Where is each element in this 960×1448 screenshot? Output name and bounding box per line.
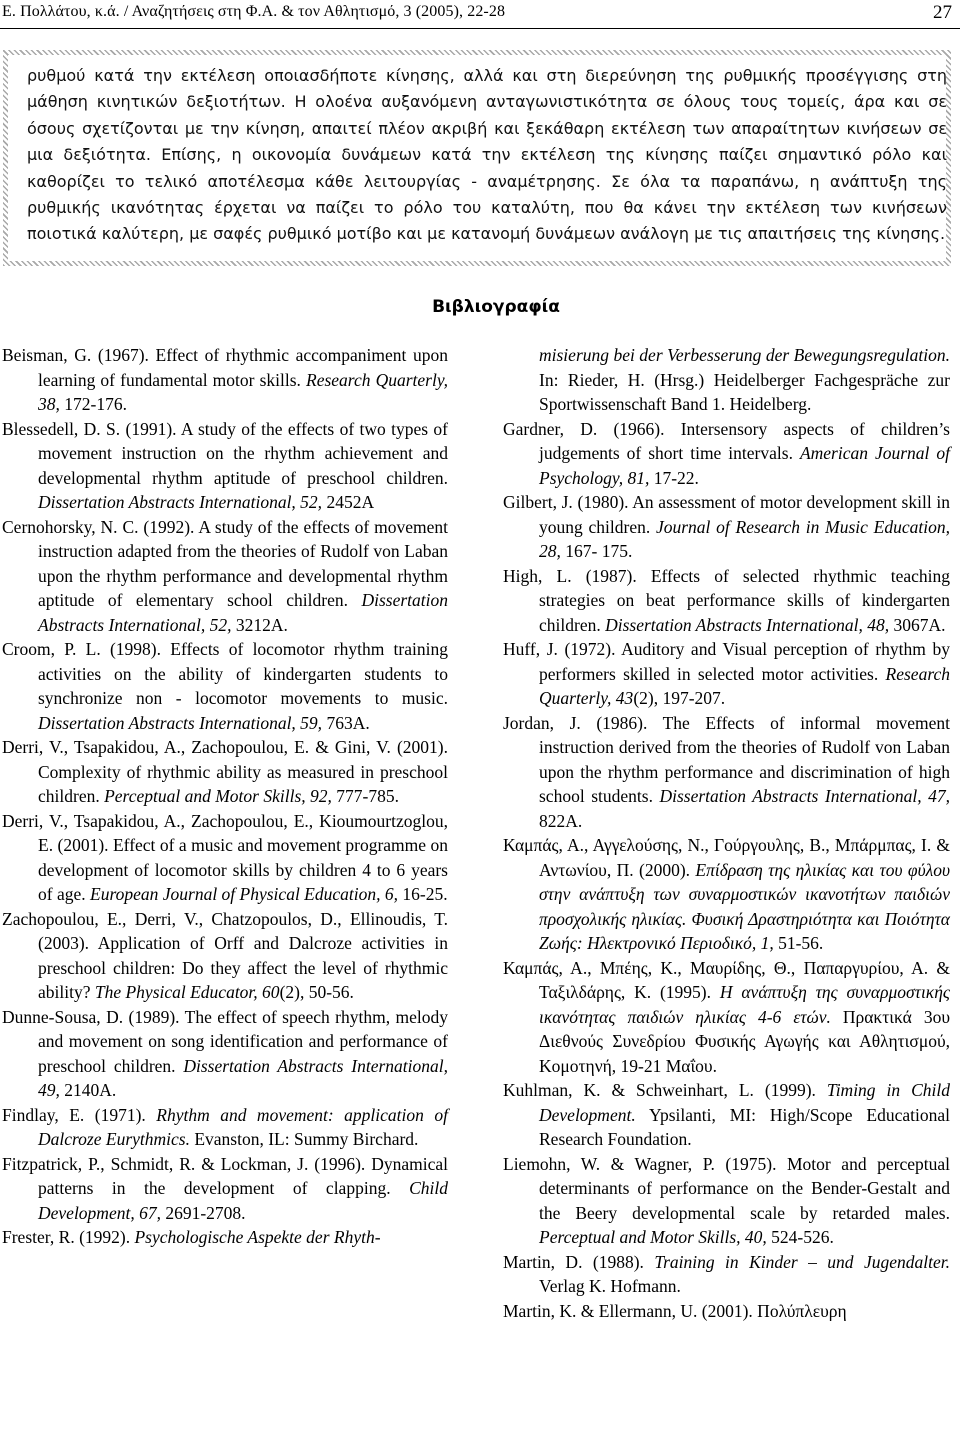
- reference-text-part: 17-22.: [649, 467, 699, 488]
- reference-text-part: Liemohn, W. & Wagner, P. (1975). Motor and perceptual determinants of performance on the Bender-Gestalt and the Beery developmental scale by retarded males.: [503, 1153, 950, 1223]
- header-rule: [0, 28, 960, 29]
- reference-text-part: Gilbert, J. (1980). An assessment of motor development skill in young children.: [503, 492, 950, 537]
- reference-entry: [503, 343, 950, 417]
- reference-text-part: Dunne-Sousa, D. (1989). The effect of speech rhythm, melody and movement on song identification and performance of preschool children.: [2, 1006, 448, 1076]
- reference-entry: [503, 833, 950, 956]
- reference-text-part: (2), 50-56.: [279, 982, 354, 1002]
- reference-text-part: Martin, D. (1988).: [503, 1251, 655, 1272]
- reference-italic-part: European Journal of Physical Education, 6,: [90, 884, 398, 904]
- reference-entry: [503, 490, 950, 564]
- running-head: Ε. Πολλάτου, κ.ά. / Αναζητήσεις στη Φ.Α. & τον Αθλητισμό, 3 (2005), 22-28: [2, 3, 506, 20]
- reference-entry: [503, 1078, 950, 1152]
- reference-text-part: Ypsilanti, MI: High/Scope Educational Research Foundation.: [539, 1104, 950, 1149]
- reference-italic-part: American Journal of Psychology, 81,: [539, 443, 950, 488]
- reference-text-part: Croom, P. L. (1998). Effects of locomotor rhythm training activities on the ability of kindergarten students to synchronize non - locomotor movements to music.: [2, 639, 448, 708]
- reference-italic-part: Dissertation Abstracts International, 52,: [38, 590, 448, 635]
- reference-text-part: Derri, V., Tsapakidou, A., Zachopoulou, E., Kioumourtzoglou, E. (2001). Effect of a music and movement programme on development of locomotor skills by children 4 to 6 years of age.: [2, 810, 448, 904]
- reference-text-part: 167- 175.: [560, 541, 633, 561]
- reference-entry: [2, 907, 448, 1005]
- reference-italic-part: The Physical Educator, 60: [94, 982, 280, 1002]
- reference-entry: [503, 637, 950, 711]
- reference-entry: [2, 343, 448, 417]
- reference-entry: [503, 1250, 950, 1299]
- reference-text-part: 3212A.: [231, 614, 288, 635]
- reference-italic-part: Training in Kinder – und Jugendalter.: [654, 1251, 950, 1272]
- reference-entry: [2, 515, 448, 638]
- reference-text-part: (2), 197-207.: [633, 688, 726, 708]
- reference-text-part: 822A.: [539, 810, 583, 831]
- reference-entry: [503, 1299, 950, 1324]
- reference-italic-part: Επίδραση της ηλικίας και του φύλου στην ανάπτυξη των συναρμοστικών ικανοτήτων παιδιών προσχολικής ηλικίας. Φυσική Δραστηριότητα και Ποιότητα Ζωής: Ηλεκτρονικό Περιοδικό, 1,: [539, 859, 950, 953]
- running-header: [0, 0, 960, 30]
- boxed-text-frame: [3, 50, 951, 266]
- reference-text-part: Gardner, D. (1966). Intersensory aspects of children’s judgements of short time intervals.: [503, 418, 950, 463]
- reference-italic-part: Dissertation Abstracts International, 49,: [38, 1055, 448, 1100]
- reference-text-part: 2140A.: [59, 1080, 117, 1100]
- reference-entry: [2, 1103, 448, 1152]
- references-left-column: [2, 343, 448, 1250]
- reference-entry: [2, 809, 448, 907]
- reference-text-part: Frester, R. (1992).: [2, 1227, 135, 1247]
- reference-text-part: 51-56.: [773, 933, 824, 953]
- section-title: Βιβλιογραφία: [432, 297, 560, 317]
- reference-entry: [503, 956, 950, 1079]
- reference-text-part: 2691-2708.: [160, 1202, 246, 1223]
- reference-text-part: 2452A: [322, 492, 375, 512]
- reference-entry: [2, 1005, 448, 1103]
- reference-italic-part: Research Quarterly, 38,: [38, 369, 449, 414]
- reference-italic-part: Journal of Research in Music Education, 28,: [539, 516, 950, 561]
- page-number: 27: [933, 2, 952, 23]
- reference-text-part: Cernohorsky, N. C. (1992). A study of the effects of movement instruction adapted from the theories of Rudolf von Laban upon the rhythm performance and developmental rhythm aptitude of elementary school children.: [2, 516, 448, 610]
- reference-italic-part: Psychologische Aspekte der Rhyth-: [134, 1227, 381, 1247]
- reference-italic-part: Dissertation Abstracts International, 59,: [38, 712, 323, 733]
- reference-text-part: 172-176.: [59, 394, 127, 414]
- reference-entry: [2, 1152, 448, 1226]
- reference-text-part: Καμπάς, Α., Αγγελούσης, Ν., Γούργουλης, Β., Μπάρμπας, Ι. & Αντωνίου, Π. (2000).: [503, 835, 950, 880]
- reference-entry: [503, 1152, 950, 1250]
- reference-text-part: Καμπάς, Α., Μπέης, Κ., Μαυρίδης, Θ., Παπαργυρίου, Α. & Ταξιλδάρης, Κ. (1995).: [503, 957, 950, 1002]
- reference-text-part: Martin, K. & Ellermann, U. (2001). Πολύπλευρη: [503, 1300, 847, 1321]
- reference-italic-part: Research Quarterly, 43: [539, 663, 950, 708]
- reference-text-part: Beisman, G. (1967). Effect of rhythmic accompaniment upon learning of fundamental motor skills.: [2, 345, 448, 390]
- reference-entry: [503, 417, 950, 491]
- reference-italic-part: Dissertation Abstracts International, 47,: [659, 786, 950, 806]
- reference-text-part: Fitzpatrick, P., Schmidt, R. & Lockman, J. (1996). Dynamical patterns in the development of clapping.: [2, 1153, 448, 1198]
- reference-text-part: Blessedell, D. S. (1991). A study of the effects of two types of movement instruction on the rhythm achievement and developmental rhythm aptitude of preschool children.: [2, 418, 448, 488]
- reference-italic-part: Dissertation Abstracts International, 52,: [38, 492, 323, 512]
- reference-italic-part: Perceptual and Motor Skills, 40,: [539, 1227, 767, 1247]
- reference-text-part: 777-785.: [331, 786, 399, 806]
- reference-italic-part: Perceptual and Motor Skills, 92,: [104, 786, 332, 806]
- reference-italic-part: Η ανάπτυξη της συναρμοστικής ικανότητας παιδιών ηλικίας 4-6 ετών.: [539, 982, 950, 1027]
- reference-text-part: In: Rieder, H. (Hrsg.) Heidelberger Fachgespräche zur Sportwissenschaft Band 1. Heidelberg.: [539, 369, 950, 414]
- reference-text-part: 3067A.: [889, 614, 946, 635]
- reference-text-part: Kuhlman, K. & Schweinhart, L. (1999).: [503, 1080, 827, 1100]
- reference-text-part: 524-526.: [766, 1227, 834, 1247]
- reference-entry: [503, 564, 950, 638]
- reference-italic-part: Dissertation Abstracts International, 48,: [605, 614, 890, 635]
- reference-text-part: Verlag K. Hofmann.: [539, 1276, 681, 1296]
- reference-italic-part: Timing in Child Development.: [539, 1080, 951, 1125]
- reference-text-part: Zachopoulou, E., Derri, V., Chatzopoulos, D., Ellinoudis, T. (2003). Application of Orff and Dalcroze activities in preschool children: Do they affect the level of rhythmic ability?: [2, 908, 448, 1002]
- reference-text-part: Huff, J. (1972). Auditory and Visual perception of rhythm by performers skilled in selected motor activities.: [503, 639, 950, 684]
- reference-entry: [503, 711, 950, 834]
- reference-italic-part: Child Development, 67,: [38, 1178, 448, 1223]
- reference-text-part: Jordan, J. (1986). The Effects of informal movement instruction derived from the theories of Rudolf von Laban upon the rhythm performance and discrimination of high school students.: [503, 712, 950, 806]
- reference-entry: [2, 1225, 448, 1250]
- reference-text-part: High, L. (1987). Effects of selected rhythmic teaching strategies on beat performance skills of kindergarten children.: [503, 565, 950, 635]
- reference-text-part: Findlay, E. (1971).: [2, 1104, 157, 1125]
- reference-entry: [2, 417, 448, 515]
- reference-text-part: Evanston, IL: Summy Birchard.: [189, 1129, 419, 1149]
- reference-italic-part: Rhythm and movement: application of Dalcroze Eurythmics.: [38, 1104, 448, 1149]
- boxed-paragraph: ρυθμού κατά την εκτέλεση οποιασδήποτε κίνησης, αλλά και στη διερεύνηση της ρυθμικής προσέγγισης στη μάθηση κινητικών δεξιοτήτων. Η ολοένα αυξανόμενη ανταγωνιστικότητα σε όλους τους τομείς, άρα και σε όσους σχετίζονται με την κίνηση, απαιτεί πλέον ακριβή και ξεκάθαρη εκτέλεση των απαραίτητων κινήσεων σε μια δεξιότητα. Επίσης, η οικονομία δυνάμεων κατά την εκτέλεση της κίνησης παίζει σημαντικό ρόλο και καθορίζει το τελικό αποτέλεσμα κάθε λειτουργίας - αναμέτρησης. Σε όλα τα παραπάνω, η ανάπτυξη της ρυθμικής ικανότητας έρχεται να παίζει το ρόλο του καταλύτη, που θα κάνει την εκτέλεση των κινήσεων ποιοτικά καλύτερη, με σαφές ρυθμικό μοτίβο και με κατανομή δυνάμεων ανάλογη με τις απαιτήσεις της κίνησης.: [27, 66, 947, 244]
- reference-text-part: Πρακτικά 3ου Διεθνούς Συνεδρίου Φυσικής Αγωγής και Αθλητισμού, Κομοτηνή, 19-21 Μαΐου.: [539, 1006, 950, 1076]
- reference-text-part: Derri, V., Tsapakidou, A., Zachopoulou, E. & Gini, V. (2001). Complexity of rhythmic ability as measured in preschool children.: [2, 737, 448, 806]
- reference-entry: [2, 637, 448, 735]
- reference-entry: [2, 735, 448, 809]
- reference-text-part: 763A.: [322, 712, 370, 733]
- reference-italic-part: misierung bei der Verbesserung der Bewegungsregulation.: [539, 345, 950, 365]
- references-right-column: [503, 343, 950, 1323]
- reference-text-part: 16-25.: [398, 884, 448, 904]
